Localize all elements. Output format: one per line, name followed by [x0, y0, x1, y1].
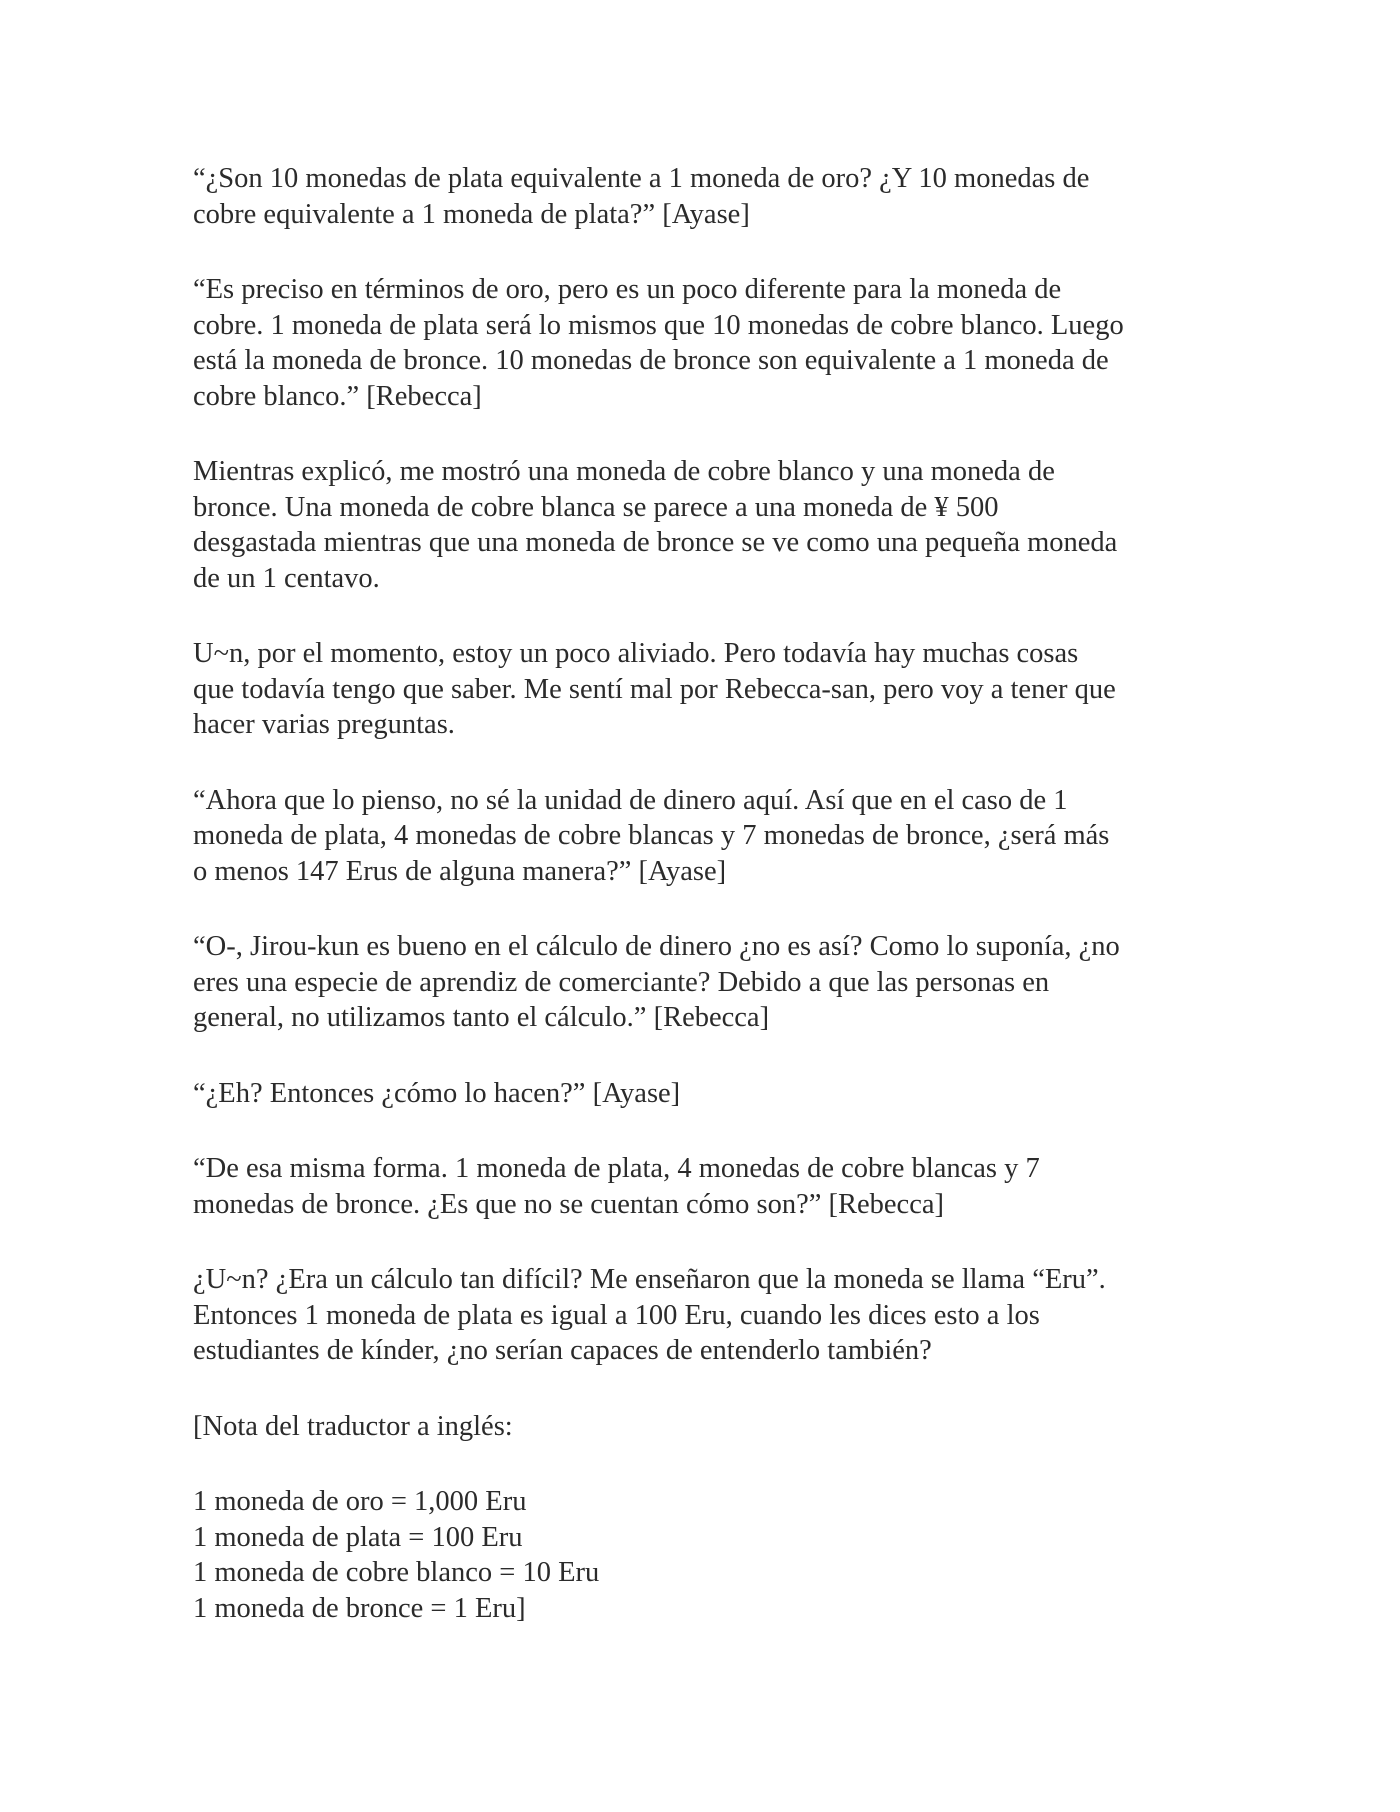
- paragraph-7: “¿Eh? Entonces ¿cómo lo hacen?” [Ayase]: [193, 1077, 681, 1109]
- paragraph-6: “O-, Jirou-kun es bueno en el cálculo de dinero ¿no es así? Como lo suponía, ¿no eres una especie de aprendiz de comerciante? Debido a que las personas en general, no utilizamos tanto el cálculo.” [Rebecca]: [193, 931, 1120, 1033]
- document-body: [193, 161, 1223, 1626]
- paragraph-2: “Es preciso en términos de oro, pero es un poco diferente para la moneda de cobre. 1 moneda de plata será lo mismos que 10 monedas de cobre blanco. Luego está la moneda de bronce. 10 monedas de bronce son equivalente a 1 moneda de cobre blanco.” [Rebecca]: [193, 274, 1124, 412]
- paragraph-3: Mientras explicó, me mostró una moneda de cobre blanco y una moneda de bronce. Una moneda de cobre blanca se parece a una moneda de ¥ 500 desgastada mientras que una moneda de bronce se ve como una pequeña moneda de un 1 centavo.: [193, 456, 1118, 594]
- paragraph-5: “Ahora que lo pienso, no sé la unidad de dinero aquí. Así que en el caso de 1 moneda de plata, 4 monedas de cobre blancas y 7 monedas de bronce, ¿será más o menos 147 Erus de alguna manera?” [Ayase]: [193, 784, 1110, 887]
- paragraph-1: “¿Son 10 monedas de plata equivalente a 1 moneda de oro? ¿Y 10 monedas de cobre equivalente a 1 moneda de plata?” [Ayase]: [193, 163, 1090, 230]
- paragraph-8: “De esa misma forma. 1 moneda de plata, 4 monedas de cobre blancas y 7 monedas de bronce. ¿Es que no se cuentan cómo son?” [Rebecca]: [193, 1153, 1040, 1220]
- paragraph-9: ¿U~n? ¿Era un cálculo tan difícil? Me enseñaron que la moneda se llama “Eru”. Entonces 1 moneda de plata es igual a 100 Eru, cuando les dices esto a los estudiantes de kínder, ¿no serían capaces de entenderlo también?: [193, 1264, 1106, 1366]
- currency-conversion-list: 1 moneda de oro = 1,000 Eru 1 moneda de plata = 100 Eru 1 moneda de cobre blanco = 10 Eru 1 moneda de bronce = 1 Eru]: [193, 1486, 600, 1624]
- translator-note-heading: [Nota del traductor a inglés:: [193, 1410, 513, 1442]
- paragraph-4: U~n, por el momento, estoy un poco aliviado. Pero todavía hay muchas cosas que todavía tengo que saber. Me sentí mal por Rebecca-san, pero voy a tener que hacer varias preguntas.: [193, 638, 1116, 740]
